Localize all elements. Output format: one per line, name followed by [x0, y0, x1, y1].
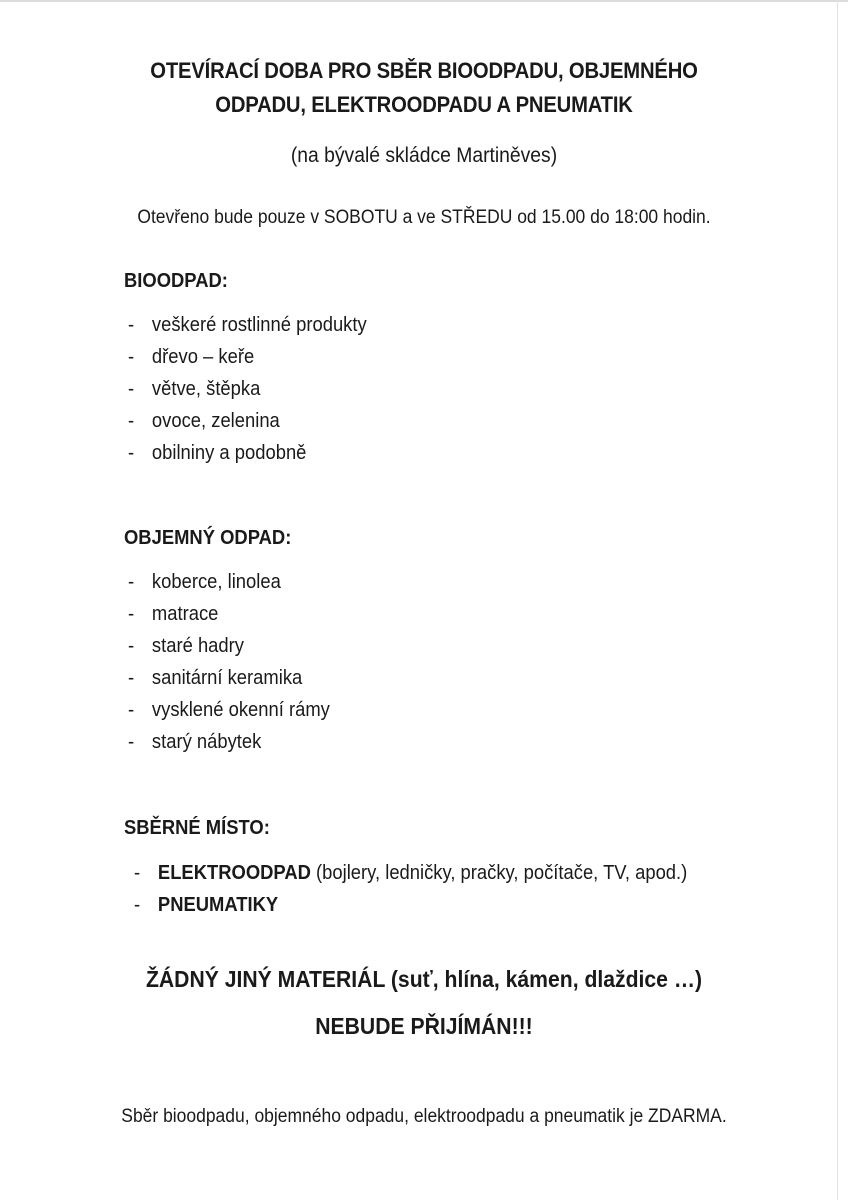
- list-dash: -: [128, 314, 135, 336]
- list-item-text: dřevo – keře: [151, 346, 255, 368]
- elektroodpad-detail: (bojlery, ledničky, pračky, počítače, TV, apod.): [310, 862, 688, 884]
- list-dash: -: [128, 442, 135, 464]
- list-item: [128, 726, 330, 758]
- list-item-text: vysklené okenní rámy: [151, 699, 330, 721]
- list-dash: -: [134, 862, 141, 884]
- list-item: [128, 694, 330, 726]
- elektroodpad-label: ELEKTROODPAD: [157, 862, 311, 884]
- objemny-heading: OBJEMNÝ ODPAD:: [124, 527, 292, 549]
- list-item-text: obilniny a podobně: [151, 442, 307, 464]
- list-item-text: větve, štěpka: [151, 378, 261, 400]
- list-item: [128, 437, 367, 469]
- list-dash: -: [128, 603, 135, 625]
- bioodpad-list: [128, 309, 387, 469]
- title-line-2: ODPADU, ELEKTROODPADU A PNEUMATIK: [215, 92, 633, 117]
- list-dash: -: [128, 635, 135, 657]
- footer-note: Sběr bioodpadu, objemného odpadu, elektroodpadu a pneumatik je ZDARMA.: [121, 1106, 727, 1127]
- list-dash: -: [128, 571, 135, 593]
- list-dash: -: [128, 667, 135, 689]
- list-item: [128, 341, 367, 373]
- objemny-list: [128, 566, 347, 758]
- pneumatiky-label: PNEUMATIKY: [157, 894, 279, 916]
- list-item: [128, 566, 330, 598]
- warning-line-2: NEBUDE PŘIJÍMÁN!!!: [315, 1013, 533, 1039]
- list-item: [134, 889, 687, 921]
- list-item: [128, 630, 330, 662]
- list-dash: -: [134, 894, 141, 916]
- title-line-1: OTEVÍRACÍ DOBA PRO SBĚR BIOODPADU, OBJEMNÉHO: [150, 58, 698, 83]
- list-item: [128, 598, 330, 630]
- sberne-list: [134, 857, 735, 921]
- location-subtitle: (na bývalé skládce Martiněves): [290, 144, 558, 167]
- list-dash: -: [128, 346, 135, 368]
- list-item-text: staré hadry: [151, 635, 244, 657]
- list-item-text: starý nábytek: [151, 731, 262, 753]
- list-dash: -: [128, 410, 135, 432]
- opening-hours: Otevřeno bude pouze v SOBOTU a ve STŘEDU od 15.00 do 18:00 hodin.: [137, 207, 711, 228]
- list-item-text: matrace: [151, 603, 219, 625]
- sberne-heading: SBĚRNÉ MÍSTO:: [124, 817, 270, 839]
- list-dash: -: [128, 378, 135, 400]
- scan-edge-top: [0, 0, 848, 2]
- list-item: [128, 309, 367, 341]
- list-item: [134, 857, 687, 889]
- list-item: [128, 405, 367, 437]
- scan-edge-right: [837, 0, 838, 1200]
- list-item-text: veškeré rostlinné produkty: [151, 314, 367, 336]
- list-item-text: koberce, linolea: [151, 571, 281, 593]
- list-dash: -: [128, 731, 135, 753]
- warning-line-1: ŽÁDNÝ JINÝ MATERIÁL (suť, hlína, kámen, dlaždice …): [145, 966, 703, 992]
- list-item-text: ovoce, zelenina: [151, 410, 280, 432]
- list-item-text: sanitární keramika: [151, 667, 303, 689]
- bioodpad-heading: BIOODPAD:: [124, 270, 228, 292]
- list-item: [128, 662, 330, 694]
- list-item: [128, 373, 367, 405]
- list-dash: -: [128, 699, 135, 721]
